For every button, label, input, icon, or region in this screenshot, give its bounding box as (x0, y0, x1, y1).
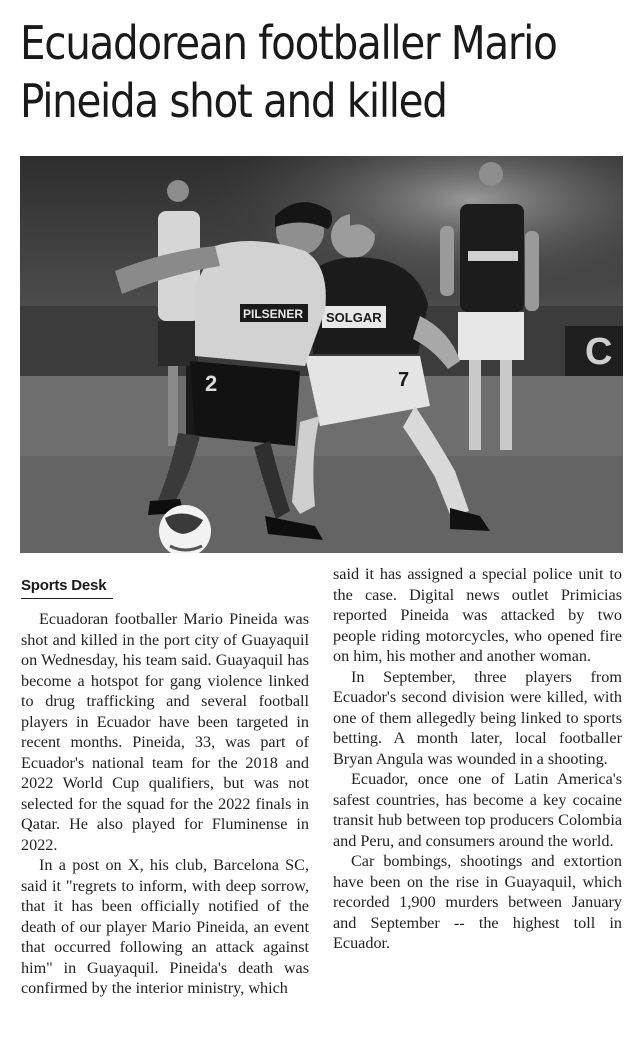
paragraph: In September, three players from Ecuador's second division were killed, with one of them allegedly being linked to sports betting. A month later, local footballer Bryan Angula was wounded in a shooting. (333, 667, 622, 768)
byline-rule (21, 598, 113, 599)
headline: Ecuadorean footballer Mario Pineida shot and killed (20, 16, 557, 128)
article-column-left (21, 609, 309, 999)
opponent-kit-text: SOLGAR (326, 310, 382, 325)
main-kit-text: PILSENER (243, 307, 304, 321)
main-kit-number: 2 (205, 371, 218, 396)
paragraph: In a post on X, his club, Barcelona SC, said it "regrets to inform, with deep sorrow, that it has been officially notified of the death of our player Mario Pineida, an event that occurred following an attack against him" in Guayaquil. Pineida's death was confirmed by the interior ministry, which (21, 856, 309, 997)
opponent-kit-number: 7 (398, 369, 410, 391)
background-letter: C (585, 331, 613, 373)
byline: Sports Desk (21, 577, 107, 594)
article-column-right (333, 564, 622, 954)
article-photo (20, 156, 623, 553)
paragraph: Ecuador, once one of Latin America's safest countries, has become a key cocaine transit hub between top producers Colombia and Peru, and consumers around the world. (333, 770, 622, 850)
paragraph-continuation: said it has assigned a special police unit to the case. Digital news outlet Primicias reported Pineida was attacked by two people riding motorcycles, who opened fire on him, his mother and another woman. (333, 565, 622, 665)
paragraph: Car bombings, shootings and extortion have been on the rise in Guayaquil, which recorded 1,900 murders between January and September -- the highest toll in Ecuador. (333, 852, 622, 952)
paragraph: Ecuadoran footballer Mario Pineida was shot and killed in the port city of Guayaquil on Wednesday, his team said. Guayaquil has become a hotspot for gang violence linked to drug trafficking and several football players in Ecuador have been targeted in recent months. Pineida, 33, was part of Ecuador's national team for the 2018 and 2022 World Cup qualifiers, but was not selected for the squad for the 2022 finals in Qatar. He also played for Fluminense in 2022. (21, 610, 309, 854)
